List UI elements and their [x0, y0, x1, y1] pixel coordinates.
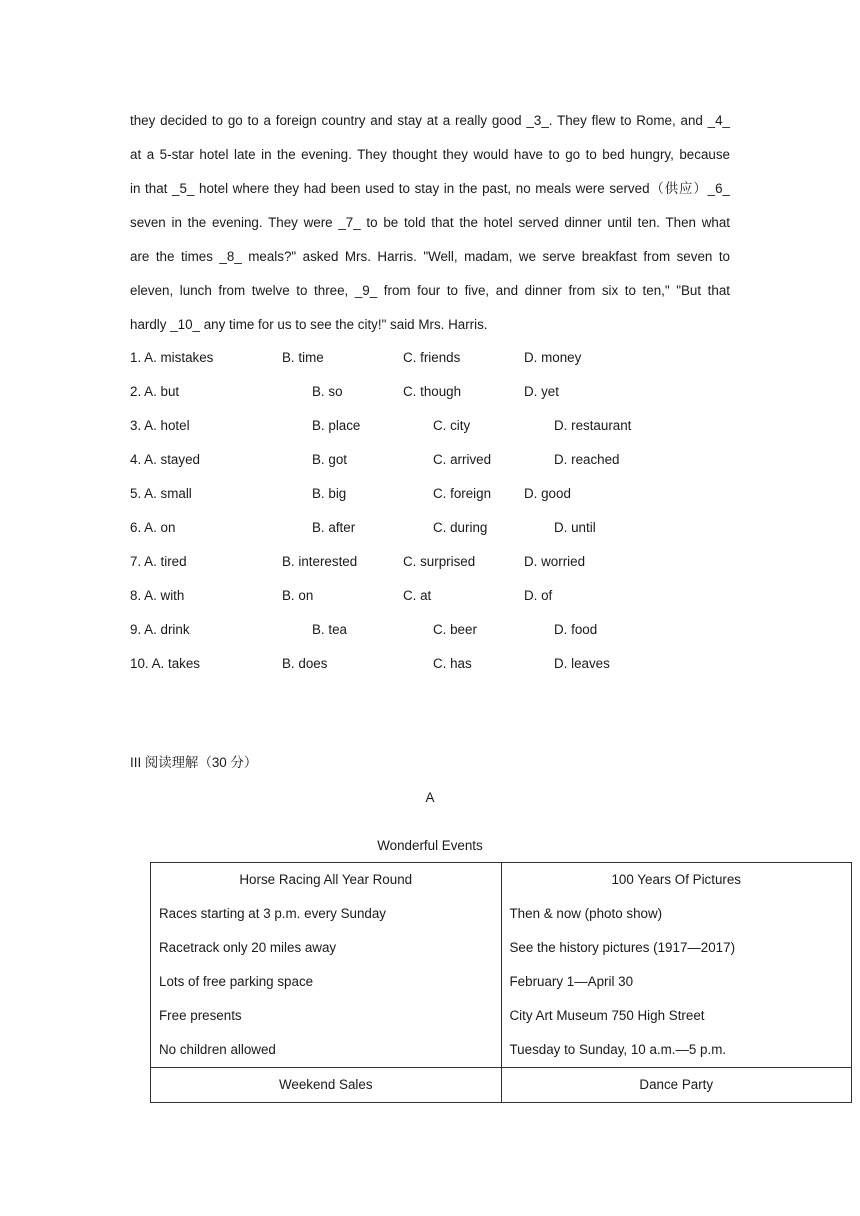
option-row-1	[130, 349, 750, 367]
cell-line: Lots of free parking space	[159, 974, 314, 989]
option-c: C. has	[433, 656, 472, 671]
table-row	[151, 863, 852, 1068]
cell-line: February 1—April 30	[509, 974, 634, 989]
option-d: D. worried	[524, 554, 586, 569]
option-a: 5. A. small	[130, 486, 192, 501]
option-c: C. though	[403, 384, 462, 399]
option-row-5	[130, 485, 750, 503]
option-b: B. place	[312, 418, 361, 433]
option-d: D. leaves	[554, 656, 610, 671]
option-c: C. beer	[433, 622, 477, 637]
option-b: B. tea	[312, 622, 347, 637]
option-a: 10. A. takes	[130, 656, 200, 671]
passage-line: are the times _8_ meals?" asked Mrs. Harris. "Well, madam, we serve breakfast from seven to	[130, 249, 730, 264]
option-row-9	[130, 621, 750, 639]
option-d: D. food	[554, 622, 598, 637]
passage-line: in that _5_ hotel where they had been used to stay in the past, no meals were served（供应）_6_	[130, 181, 730, 196]
option-d: D. restaurant	[554, 418, 632, 433]
option-c: C. surprised	[403, 554, 476, 569]
cell-header: Dance Party	[639, 1077, 714, 1092]
option-c: C. arrived	[433, 452, 492, 467]
cell-line: Racetrack only 20 miles away	[159, 940, 337, 955]
option-a: 6. A. on	[130, 520, 176, 535]
option-b: B. after	[312, 520, 356, 535]
option-row-3	[130, 417, 750, 435]
cell-header: Weekend Sales	[278, 1077, 373, 1092]
passage-line: at a 5-star hotel late in the evening. They thought they would have to go to bed hungry, because	[130, 147, 730, 162]
option-b: B. on	[282, 588, 314, 603]
option-a: 1. A. mistakes	[130, 350, 214, 365]
cell-line: Races starting at 3 p.m. every Sunday	[159, 906, 387, 921]
option-a: 9. A. drink	[130, 622, 190, 637]
option-b: B. does	[282, 656, 328, 671]
option-c: C. foreign	[433, 486, 492, 501]
option-a: 8. A. with	[130, 588, 185, 603]
option-c: C. friends	[403, 350, 461, 365]
passage-line: seven in the evening. They were _7_ to be told that the hotel served dinner until ten. Then what	[130, 215, 730, 230]
option-c: C. during	[433, 520, 488, 535]
option-d: D. until	[554, 520, 596, 535]
option-row-4	[130, 451, 750, 469]
option-b: B. got	[312, 452, 347, 467]
option-a: 7. A. tired	[130, 554, 187, 569]
option-b: B. big	[312, 486, 347, 501]
option-row-8	[130, 587, 750, 605]
option-a: 4. A. stayed	[130, 452, 200, 467]
cell-header: 100 Years Of Pictures	[611, 872, 742, 887]
passage-line: eleven, lunch from twelve to three, _9_ from four to five, and dinner from six to ten," "But that	[130, 283, 730, 298]
events-title: Wonderful Events	[377, 838, 483, 853]
option-d: D. reached	[554, 452, 620, 467]
passage-line: they decided to go to a foreign country and stay at a really good _3_. They flew to Rome, and _4_	[130, 113, 730, 128]
pictures-cell	[501, 863, 852, 1068]
option-a: 2. A. but	[130, 384, 180, 399]
option-row-2	[130, 383, 750, 401]
option-d: D. good	[524, 486, 571, 501]
table-row	[151, 1068, 852, 1103]
option-b: B. so	[312, 384, 343, 399]
option-b: B. interested	[282, 554, 358, 569]
cell-header: Horse Racing All Year Round	[239, 872, 413, 887]
option-row-10	[130, 655, 750, 673]
option-c: C. city	[433, 418, 471, 433]
option-b: B. time	[282, 350, 324, 365]
cell-line: Then & now (photo show)	[509, 906, 663, 921]
weekend-sales-cell	[151, 1068, 502, 1103]
option-c: C. at	[403, 588, 432, 603]
passage-line: hardly _10_ any time for us to see the city!" said Mrs. Harris.	[130, 317, 488, 332]
cell-line: No children allowed	[159, 1042, 276, 1057]
cell-line: Free presents	[159, 1008, 242, 1023]
cell-line: Tuesday to Sunday, 10 a.m.—5 p.m.	[509, 1042, 727, 1057]
option-d: D. yet	[524, 384, 559, 399]
option-d: D. of	[524, 588, 553, 603]
option-d: D. money	[524, 350, 582, 365]
section-heading: III 阅读理解（30 分）	[130, 755, 258, 770]
events-table	[150, 862, 852, 1103]
horse-racing-cell	[151, 863, 502, 1068]
option-row-6	[130, 519, 750, 537]
dance-party-cell	[501, 1068, 852, 1103]
option-row-7	[130, 553, 750, 571]
cell-line: City Art Museum 750 High Street	[509, 1008, 705, 1023]
cell-line: See the history pictures (1917—2017)	[509, 940, 736, 955]
option-a: 3. A. hotel	[130, 418, 190, 433]
part-label: A	[425, 790, 435, 805]
